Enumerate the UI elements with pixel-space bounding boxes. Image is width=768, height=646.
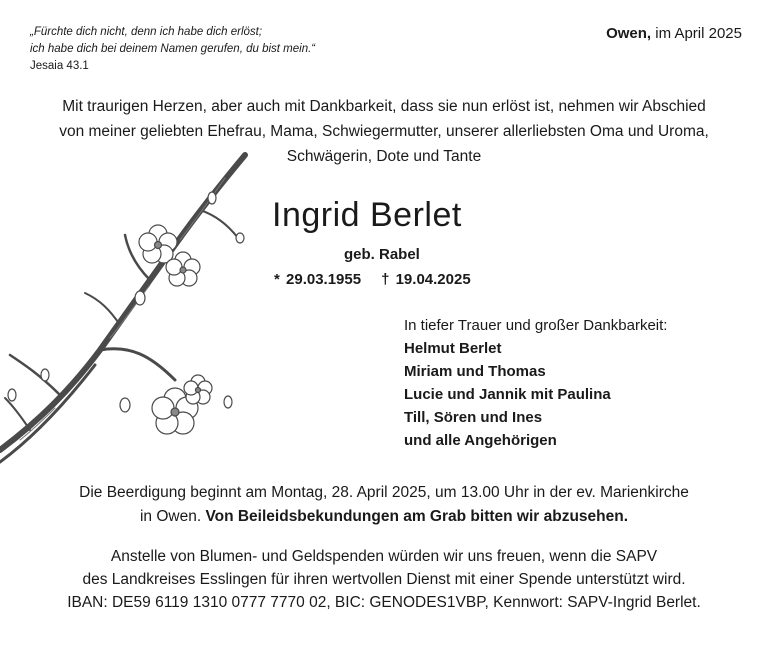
mourner: Till, Sören und Ines <box>404 409 543 426</box>
intro-line-1: Mit traurigen Herzen, aber auch mit Dankbarkeit, dass sie nun erlöst ist, nehmen wir Abschied <box>62 98 706 115</box>
date: im April 2025 <box>655 25 742 42</box>
birth-date: * 29.03.1955 <box>274 271 362 288</box>
intro-line-2: von meiner geliebten Ehefrau, Mama, Schwiegermutter, unserer allerliebsten Oma und Uroma, <box>59 123 709 140</box>
mourners-list <box>404 314 667 452</box>
funeral-info <box>20 481 748 529</box>
place-date <box>606 25 742 42</box>
verse-line-1: „Fürchte dich nicht, denn ich habe dich erlöst; <box>30 26 263 38</box>
cherry-blossom-branch-icon <box>0 150 260 470</box>
place: Owen, <box>606 25 652 42</box>
donation-info <box>20 545 748 614</box>
maiden-name: geb. Rabel <box>344 246 420 263</box>
bible-verse <box>30 24 430 75</box>
verse-line-2: ich habe dich bei deinem Namen gerufen, du bist mein.“ <box>30 43 316 55</box>
mourner: Miriam und Thomas <box>404 363 546 380</box>
intro-line-3: Schwägerin, Dote und Tante <box>286 148 482 165</box>
deceased-name: Ingrid Berlet <box>272 196 462 234</box>
mourners-lead: In tiefer Trauer und großer Dankbarkeit: <box>404 317 668 334</box>
donation-line-1: Anstelle von Blumen- und Geldspenden würden wir uns freuen, wenn die SAPV <box>110 548 658 565</box>
donation-line-2: des Landkreises Esslingen für ihren wertvollen Dienst mit einer Spende unterstützt wird. <box>82 571 686 588</box>
mourner: Helmut Berlet <box>404 340 502 357</box>
life-dates <box>274 271 471 288</box>
mourner: Lucie und Jannik mit Paulina <box>404 386 611 403</box>
condolence-note: Von Beileidsbekundungen am Grab bitten wir abzusehen. <box>205 508 629 525</box>
death-date: † 19.04.2025 <box>381 271 471 288</box>
funeral-line-2 <box>20 505 748 529</box>
funeral-line-1: Die Beerdigung beginnt am Montag, 28. April 2025, um 13.00 Uhr in der ev. Marienkirche <box>79 484 689 501</box>
mourner: und alle Angehörigen <box>404 432 557 449</box>
funeral-location: in Owen. <box>139 508 206 525</box>
verse-reference: Jesaia 43.1 <box>30 60 89 72</box>
donation-bank-details: IBAN: DE59 6119 1310 0777 7770 02, BIC: GENODES1VBP, Kennwort: SAPV-Ingrid Berlet. <box>67 594 701 611</box>
